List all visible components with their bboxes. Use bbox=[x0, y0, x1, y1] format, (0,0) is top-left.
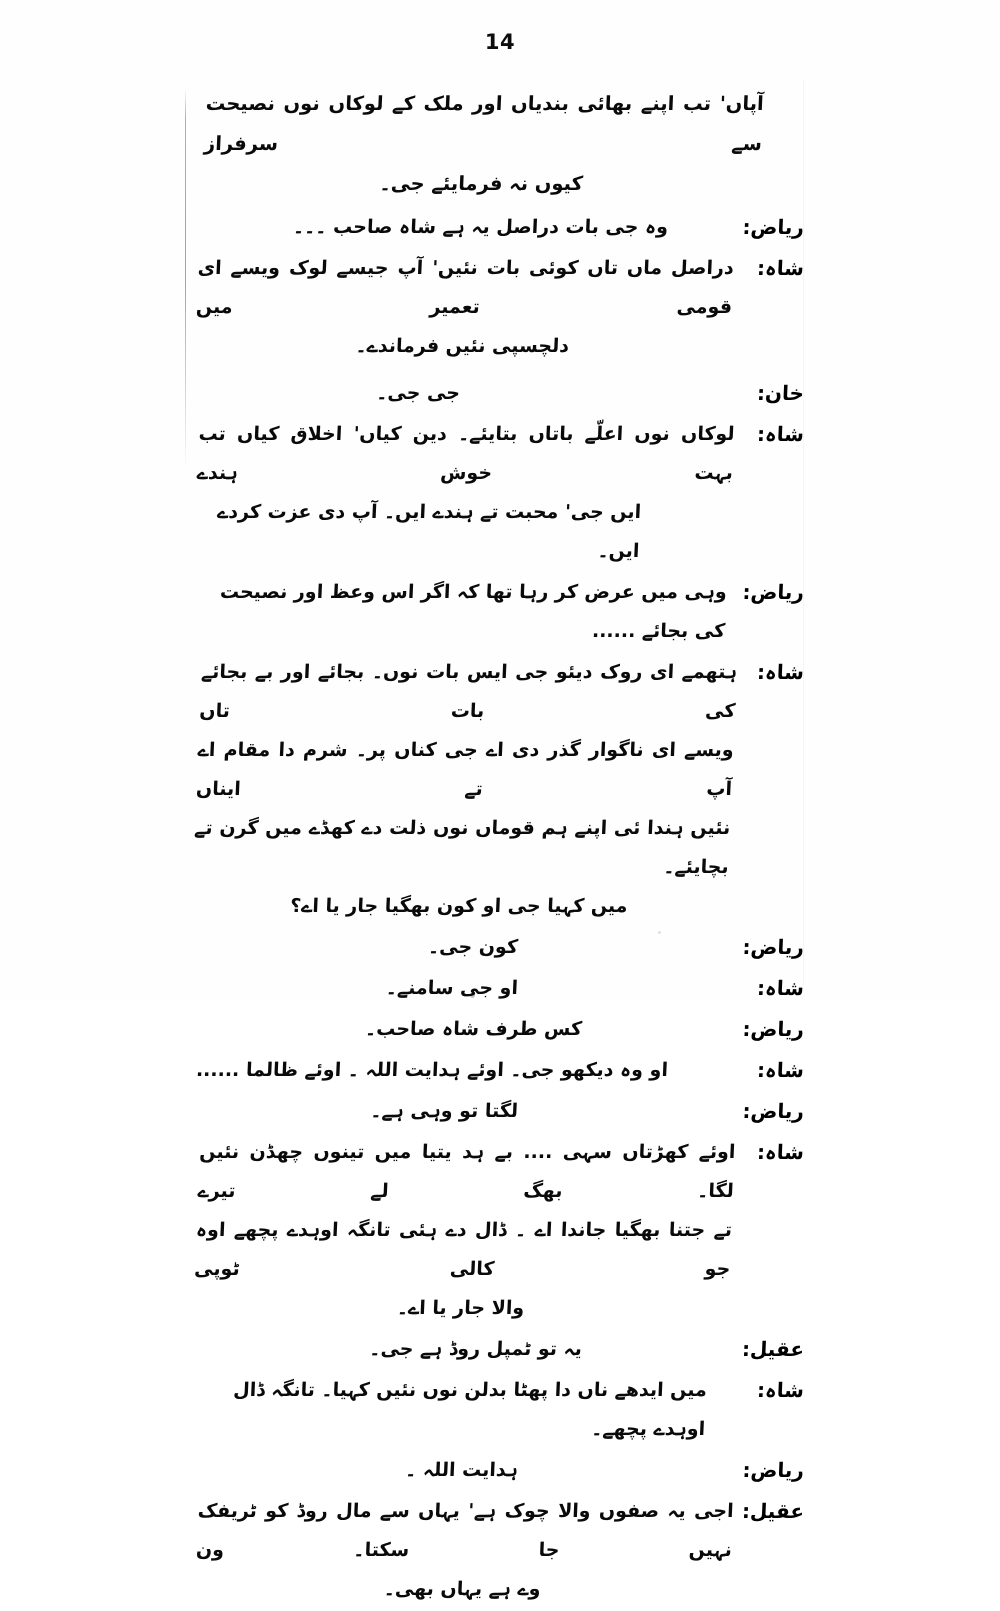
speech-line: کس طرف شاہ صاحب۔ bbox=[364, 1018, 583, 1040]
speaker-label-shah: شاہ: bbox=[756, 1058, 805, 1082]
dialogue-line bbox=[196, 928, 804, 967]
dialogue-line bbox=[196, 374, 804, 413]
speech-text bbox=[195, 1092, 733, 1131]
speech-line: کون جی۔ bbox=[427, 936, 519, 958]
speaker-label-shah: شاہ: bbox=[756, 422, 805, 446]
speech-line: وہ جی بات دراصل یہ ہے شاہ صاحب ۔۔۔ bbox=[292, 216, 669, 238]
speech-line: وہی میں عرض کر رہا تھا کہ اگر اس وعظ اور نصیحت کی بجائے ...... bbox=[219, 581, 728, 642]
dialogue-line bbox=[196, 969, 804, 1008]
speech-text bbox=[195, 928, 733, 967]
speaker-label-riaz: ریاض: bbox=[742, 580, 805, 604]
speech-line: تے جتنا بھگیا جاندا اے ۔ ڈال دے ہئی تانگہ اوہدے پچھے اوہ جو کالی ٹوپی bbox=[193, 1219, 733, 1280]
speaker-label-riaz: ریاض: bbox=[742, 215, 805, 239]
page-number: 14 bbox=[484, 30, 516, 54]
speaker-label-riaz: ریاض: bbox=[742, 1458, 805, 1482]
speaker-label-shah: شاہ: bbox=[756, 660, 805, 684]
dialogue-line bbox=[196, 249, 804, 366]
speech-line: دراصل ماں تاں کوئی بات نئیں' آپ جیسے لوک ویسے ای قومی تعمیر میں bbox=[195, 257, 735, 318]
speech-text bbox=[195, 1051, 733, 1090]
speech-line: ویسے ای ناگوار گذر دی اے جی کناں پر۔ شرم دا مقام اے آپ تے ایناں bbox=[195, 739, 735, 800]
speech-line: میں کہیا جی او کون بھگیا جار یا اے؟ bbox=[289, 895, 629, 917]
speech-line: جی جی۔ bbox=[375, 382, 461, 404]
speaker-label-riaz: ریاض: bbox=[742, 935, 805, 959]
speech-text bbox=[195, 374, 733, 413]
speech-text bbox=[194, 1371, 733, 1449]
speech-line: او جی سامنے۔ bbox=[385, 977, 519, 999]
dialogue-line bbox=[196, 573, 804, 651]
speech-text bbox=[193, 249, 734, 366]
speech-line: لگتا تو وہی ہے۔ bbox=[370, 1100, 519, 1122]
dialogue-line bbox=[193, 1133, 805, 1328]
dialogue-line bbox=[196, 1092, 804, 1131]
speech-text bbox=[190, 653, 738, 926]
speech-line: لوکاں نوں اعلّے باتاں بتایئے۔ دین کیاں' اخلاق کیاں تب بہت خوش ہندے bbox=[196, 423, 736, 484]
speech-line: ہتھمے ای روک دیئو جی ایس بات نوں۔ بجائے اور بے بجائے کی بات تاں bbox=[198, 661, 738, 722]
speech-text bbox=[195, 1451, 733, 1490]
dialogue-line bbox=[196, 1371, 804, 1449]
speech-line: ایں جی' محبت تے ہندے ایں۔ آپ دی عزت کردے ایں۔ bbox=[216, 501, 642, 562]
dialogue-line bbox=[196, 1492, 804, 1609]
intro-paragraph bbox=[193, 84, 806, 204]
dialogue-line bbox=[196, 1051, 804, 1090]
speaker-label-riaz: ریاض: bbox=[742, 1017, 805, 1041]
dialogue-line bbox=[196, 1010, 804, 1049]
dialogue-line bbox=[196, 415, 804, 571]
speaker-label-khan: خان: bbox=[756, 381, 805, 405]
speech-line: او وہ دیکھو جی۔ اوئے ہدایت اللہ ۔ اوئے ظالما ...... bbox=[195, 1059, 669, 1081]
speech-line: اوئے کھڑتاں سہی .... بے ہد یتیا میں تینوں چھڈن نئیں لگا۔ بھگ لے تیرے bbox=[197, 1141, 736, 1202]
speech-line: میں ایدھے ناں دا پھٹا بدلن نوں نئیں کہیا۔ تانگہ ڈال اوہدے پچھے۔ bbox=[232, 1379, 708, 1440]
speech-line: یہ تو ٹمپل روڈ ہے جی۔ bbox=[368, 1338, 583, 1360]
dialogue-line bbox=[196, 208, 804, 247]
speaker-label-shah: شاہ: bbox=[756, 1140, 805, 1164]
speech-line: ہدایت اللہ ۔ bbox=[404, 1459, 519, 1481]
speech-text bbox=[195, 969, 733, 1008]
speech-text bbox=[192, 1133, 737, 1328]
dialogue-line bbox=[196, 1451, 804, 1490]
speech-line: نئیں ہندا ئی اپنے ہم قوماں نوں ذلت دے کھڈے میں گرن تے بچایئے۔ bbox=[193, 817, 731, 878]
speech-text bbox=[195, 208, 733, 247]
speech-line: دلچسپی نئیں فرماندے۔ bbox=[355, 335, 570, 357]
intro-line-1: آپاں' تب اپنے بھائی بندیاں اور ملک کے لوکاں نوں نصیحت سے سرفراز bbox=[203, 92, 765, 155]
dialogue-line bbox=[193, 653, 805, 926]
speech-text bbox=[193, 1492, 734, 1609]
speaker-label-shah: شاہ: bbox=[756, 976, 805, 1000]
script-body bbox=[193, 84, 805, 1611]
dialogue-line bbox=[196, 1330, 804, 1369]
speech-text bbox=[195, 1330, 733, 1369]
speaker-label-riaz: ریاض: bbox=[742, 1099, 805, 1123]
speech-line: والا جار یا اے۔ bbox=[396, 1297, 525, 1319]
speaker-label-shah: شاہ: bbox=[756, 256, 805, 280]
speech-text bbox=[193, 415, 736, 571]
speaker-label-aqeel: عقیل: bbox=[741, 1499, 805, 1523]
speech-text bbox=[194, 573, 733, 651]
speaker-label-shah: شاہ: bbox=[756, 1378, 805, 1402]
intro-line-2: کیوں نہ فرمایئے جی۔ bbox=[379, 172, 584, 195]
speaker-label-aqeel: عقیل: bbox=[741, 1337, 805, 1361]
scan-edge-artifact bbox=[185, 88, 186, 468]
speech-line: وے ہے یہاں بھی۔ bbox=[383, 1578, 542, 1600]
speech-line: اجی یہ صفوں والا چوک ہے' یہاں سے مال روڈ کو ٹریفک نہیں جا سکتا۔ ون bbox=[195, 1500, 735, 1561]
speech-text bbox=[195, 1010, 733, 1049]
